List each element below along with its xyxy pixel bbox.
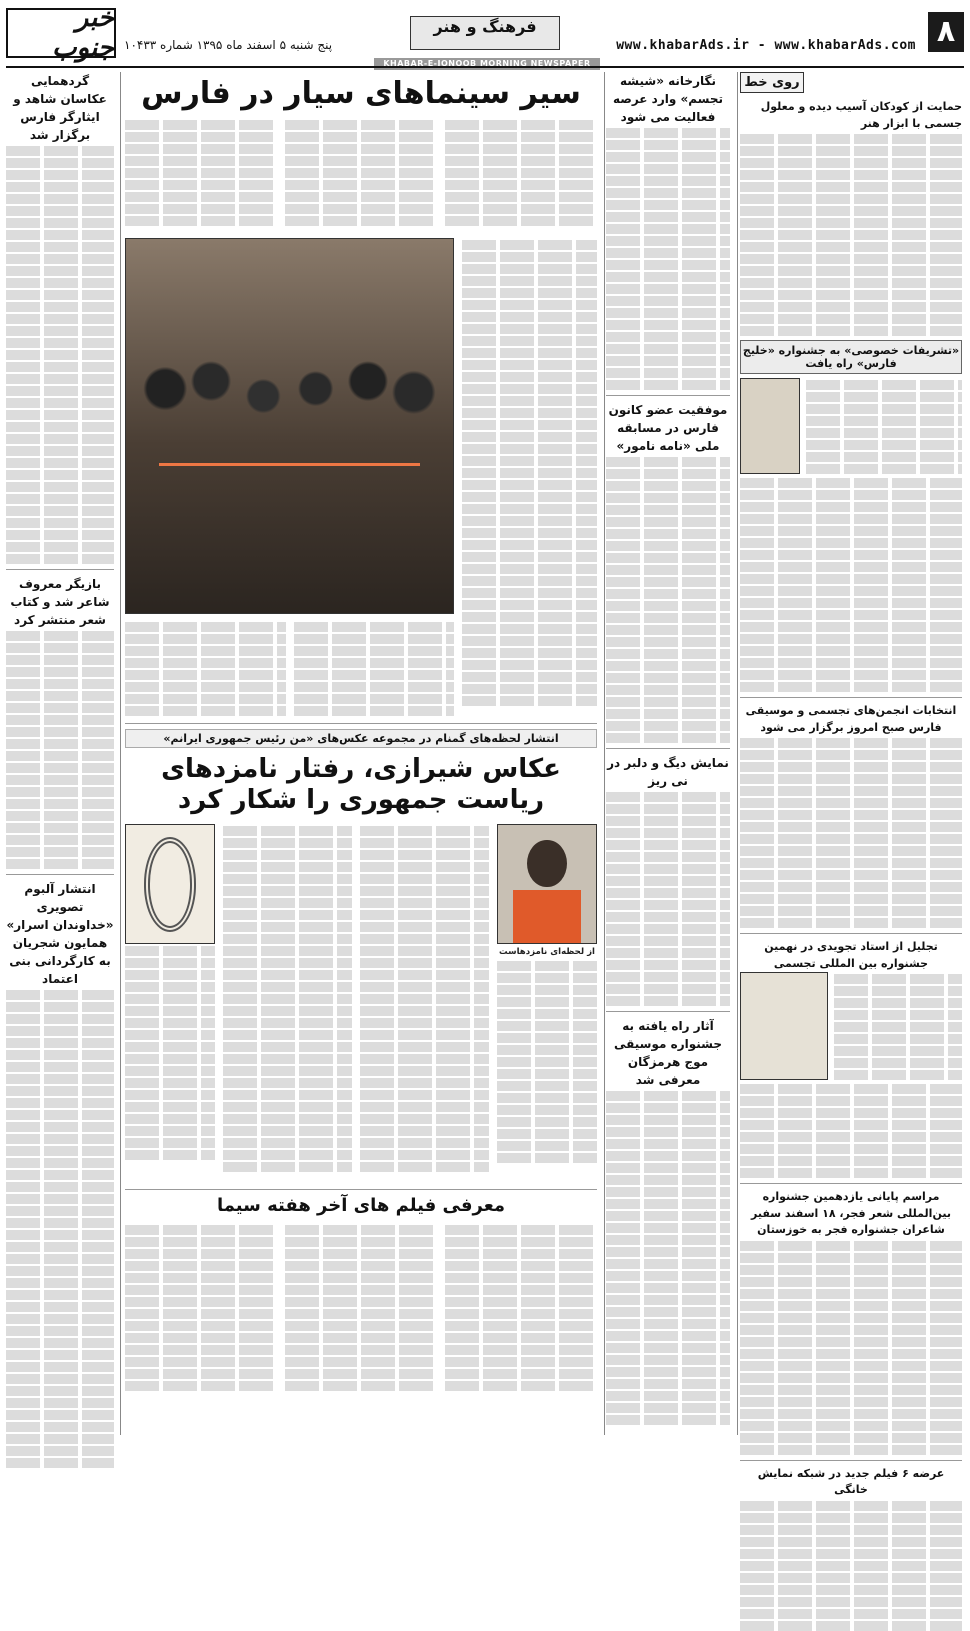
col2-body-4 [606,1091,730,1425]
col2-body-1 [606,128,730,390]
second-article-area [125,824,597,1184]
article-kicker: انتشار لحظه‌های گمنام در مجموعه عکس‌های «من رئیس جمهوری ایرانم» [125,729,597,748]
right-headline-5: مراسم پایانی یازدهمین جشنواره بین‌المللی شعر فجر، ۱۸ اسفند سفیر شاعران جشنواره فجر به خوزستان [751,1190,951,1236]
right-headline-3: انتخابات انجمن‌های تجسمی و موسیقی فارس صبح امروز برگزار می شود [745,704,957,734]
left-headline-2: بازیگر معروف شاعر شد و کتاب شعر منتشر کرد [10,577,110,627]
center-column [125,72,597,1435]
right-body-4 [740,1084,962,1178]
right-headline-4: تجلیل از استاد تجویدی در نهمین جشنواره بین المللی تجسمی [764,940,938,970]
col2-body-3 [606,792,730,1006]
header-divider [6,66,964,68]
photographer-photo [497,824,597,944]
column-rule-3 [120,72,121,1435]
right-body-5 [740,1241,962,1455]
left-headline-1: گردهمایی عکاسان شاهد و ایثارگر فارس برگزار شد [13,74,107,142]
photo-caption: از لحظه‌ای نامزدهاست [499,947,595,958]
section-title: فرهنگ و هنر [410,16,560,50]
left-body-1 [6,146,114,564]
col2-headline-4: آثار راه یافته به جشنواره موسیقی موج هرمزگان معرفی شد [614,1019,722,1087]
main-photo-area [125,238,597,718]
col2-headline-1: نگارخانه «شیشه تجسم» وارد عرصه فعالیت می شود [612,74,724,124]
right-body-3 [740,738,962,928]
main-article-text [125,118,597,238]
right-body-1 [740,134,962,336]
page-header [6,3,964,63]
fingerprint-book-cover [125,824,215,944]
right-headline-1: حمایت از کودکان آسیب دیده و معلول جسمی با ابزار هنر [760,100,962,130]
bottom-headline: معرفی فیلم های آخر هفته سیما [216,1195,506,1217]
festival-poster-image [740,378,800,474]
issue-date: پنج شنبه ۵ اسفند ماه ۱۳۹۵ شماره ۱۰۴۳۳ [124,38,333,52]
right-body-2-wrap [740,378,962,476]
left-body-2 [6,631,114,869]
right-headline-6: عرضه ۶ فیلم جدید در شبکه نمایش خانگی [757,1466,945,1496]
ro-khat-label: روی خط [740,72,804,93]
col2-headline-3: نمایش دیگ و دلبر در نی ریز [607,756,729,788]
ribbon-cutting-photo [125,238,454,614]
column-rule-1 [737,72,738,1435]
left-column [6,72,114,1435]
masthead-banner: KHABAR-E-JONOOB MORNING NEWSPAPER [374,58,600,70]
artwork-tree-image [740,972,828,1080]
right-headline-2: «تشریفات خصوصی» به جشنواره «خلیج فارس» راه یافت [740,340,962,374]
second-headline: عکاس شیرازی، رفتار نامزدهای ریاست جمهوری را شکار کرد [161,754,561,816]
bottom-article-text [125,1223,597,1393]
logo-text: خبر جنوب [52,3,114,63]
right-column [740,72,962,1496]
main-headline: سیر سینماهای سیار در فارس [141,76,581,111]
left-headline-3: انتشار آلبوم تصویری «خداوندان اسرار» همایون شجریان به کارگردانی بنی اعتماد [6,882,114,986]
site-url[interactable]: www.khabarAds.ir - www.khabarAds.com [616,38,916,53]
column-rule-2 [604,72,605,1435]
right-body-6 [740,1501,962,1631]
right-body-4-wrap [740,972,962,1082]
second-column [606,72,730,1435]
col2-body-2 [606,457,730,743]
right-body-2 [740,478,962,692]
left-body-3 [6,990,114,1468]
col2-headline-2: موفقیت عضو کانون فارس در مسابقه ملی «نامه نامور» [608,403,728,453]
newspaper-logo [6,3,116,63]
page-number: ۸ [928,12,964,52]
